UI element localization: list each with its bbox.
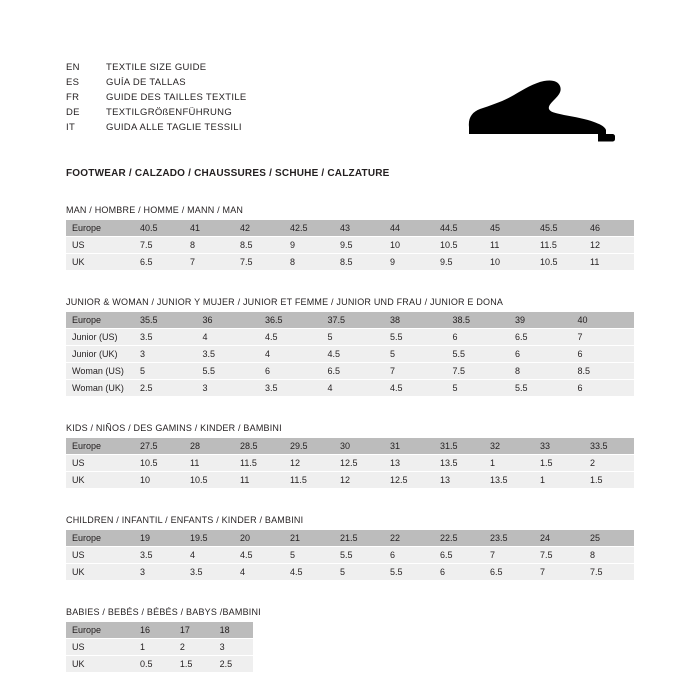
- cell: 13: [384, 455, 434, 472]
- cell: 7: [484, 547, 534, 564]
- cell: 3.5: [134, 329, 197, 346]
- cell: 6.5: [134, 254, 184, 271]
- cell: 7.5: [584, 564, 634, 581]
- cell: 6.5: [322, 363, 385, 380]
- cell: 5.5: [334, 547, 384, 564]
- table-row: [66, 472, 634, 489]
- cell: 42: [234, 220, 284, 237]
- cell: 10.5: [434, 237, 484, 254]
- language-title-table: [66, 62, 247, 137]
- row-label: UK: [66, 564, 134, 581]
- row-label: UK: [66, 254, 134, 271]
- cell: 40: [572, 312, 635, 329]
- size-table-children: [66, 530, 634, 581]
- footwear-section-title: FOOTWEAR / CALZADO / CHAUSSURES / SCHUHE / CALZATURE: [66, 168, 390, 179]
- cell: 31: [384, 438, 434, 455]
- cell: 5: [134, 363, 197, 380]
- cell: 11: [234, 472, 284, 489]
- cell: 3.5: [184, 564, 234, 581]
- cell: 4: [184, 547, 234, 564]
- language-title: TEXTILE SIZE GUIDE: [106, 62, 207, 73]
- cell: 12.5: [334, 455, 384, 472]
- cell: 5.5: [384, 564, 434, 581]
- cell: 11.5: [284, 472, 334, 489]
- language-title-body: [66, 62, 247, 137]
- table-row: [66, 530, 634, 547]
- table-row: [66, 656, 253, 673]
- cell: 1: [484, 455, 534, 472]
- cell: 44: [384, 220, 434, 237]
- cell: 5: [447, 380, 510, 397]
- cell: 31.5: [434, 438, 484, 455]
- cell: 11.5: [234, 455, 284, 472]
- cell: 12: [334, 472, 384, 489]
- cell: 20: [234, 530, 284, 547]
- cell: 39: [509, 312, 572, 329]
- cell: 37.5: [322, 312, 385, 329]
- cell: 11: [484, 237, 534, 254]
- cell: 28.5: [234, 438, 284, 455]
- cell: 2: [584, 455, 634, 472]
- cell: 4.5: [384, 380, 447, 397]
- cell: 6: [384, 547, 434, 564]
- cell: 13.5: [434, 455, 484, 472]
- cell: 6: [434, 564, 484, 581]
- language-code: FR: [66, 92, 80, 103]
- cell: 5: [284, 547, 334, 564]
- cell: 42.5: [284, 220, 334, 237]
- cell: 10: [384, 237, 434, 254]
- cell: 33.5: [584, 438, 634, 455]
- table-row: [66, 564, 634, 581]
- cell: 8: [584, 547, 634, 564]
- cell: 2: [174, 639, 214, 656]
- row-label: UK: [66, 472, 134, 489]
- cell: 5: [322, 329, 385, 346]
- row-label: US: [66, 455, 134, 472]
- cell: 7.5: [234, 254, 284, 271]
- row-label: Woman (US): [66, 363, 134, 380]
- language-row: [66, 92, 247, 107]
- language-code: ES: [66, 77, 80, 88]
- cell: 7.5: [134, 237, 184, 254]
- row-label: US: [66, 639, 134, 656]
- cell: 3: [134, 346, 197, 363]
- cell: 38.5: [447, 312, 510, 329]
- cell: 29.5: [284, 438, 334, 455]
- cell: 7.5: [447, 363, 510, 380]
- cell: 4.5: [234, 547, 284, 564]
- cell: 7: [572, 329, 635, 346]
- group-label: JUNIOR & WOMAN / JUNIOR Y MUJER / JUNIOR ET FEMME / JUNIOR UND FRAU / JUNIOR E DONA: [66, 297, 504, 307]
- cell: 3: [134, 564, 184, 581]
- cell: 38: [384, 312, 447, 329]
- cell: 5.5: [197, 363, 260, 380]
- document-header: [66, 62, 634, 154]
- cell: 17: [174, 622, 214, 639]
- row-label: US: [66, 237, 134, 254]
- row-label: US: [66, 547, 134, 564]
- size-table-babies: [66, 622, 253, 673]
- cell: 36.5: [259, 312, 322, 329]
- cell: 45.5: [534, 220, 584, 237]
- cell: 3: [197, 380, 260, 397]
- cell: 6: [572, 346, 635, 363]
- table-row: [66, 622, 253, 639]
- cell: 4: [197, 329, 260, 346]
- language-title: GUÍA DE TALLAS: [106, 77, 186, 88]
- cell: 19: [134, 530, 184, 547]
- cell: 22.5: [434, 530, 484, 547]
- language-code: DE: [66, 107, 80, 118]
- cell: 8: [284, 254, 334, 271]
- cell: 7: [534, 564, 584, 581]
- cell: 3: [214, 639, 254, 656]
- group-babies: [66, 607, 634, 673]
- cell: 1.5: [584, 472, 634, 489]
- row-label: Europe: [66, 530, 134, 547]
- cell: 5.5: [384, 329, 447, 346]
- cell: 4: [234, 564, 284, 581]
- language-title: GUIDE DES TAILLES TEXTILE: [106, 92, 247, 103]
- language-code: EN: [66, 62, 80, 73]
- group-junior-woman: [66, 297, 634, 397]
- cell: 10.5: [184, 472, 234, 489]
- cell: 4.5: [259, 329, 322, 346]
- cell: 1.5: [534, 455, 584, 472]
- language-row: [66, 77, 247, 92]
- cell: 28: [184, 438, 234, 455]
- group-kids: [66, 423, 634, 489]
- cell: 5.5: [509, 380, 572, 397]
- group-man: [66, 205, 634, 271]
- cell: 9.5: [434, 254, 484, 271]
- cell: 6.5: [484, 564, 534, 581]
- dress-shoe-icon: [428, 78, 618, 148]
- cell: 3.5: [259, 380, 322, 397]
- cell: 10.5: [134, 455, 184, 472]
- cell: 35.5: [134, 312, 197, 329]
- row-label: Junior (UK): [66, 346, 134, 363]
- row-label: Europe: [66, 622, 134, 639]
- cell: 7: [184, 254, 234, 271]
- language-title: GUIDA ALLE TAGLIE TESSILI: [106, 122, 242, 133]
- cell: 10: [134, 472, 184, 489]
- language-title: TEXTILGRÖßENFÜHRUNG: [106, 107, 233, 118]
- group-label: CHILDREN / INFANTIL / ENFANTS / KINDER / BAMBINI: [66, 515, 304, 525]
- table-row: [66, 639, 253, 656]
- cell: 23.5: [484, 530, 534, 547]
- cell: 9: [284, 237, 334, 254]
- cell: 33: [534, 438, 584, 455]
- language-row: [66, 107, 247, 122]
- cell: 36: [197, 312, 260, 329]
- group-label: KIDS / NIÑOS / DES GAMINS / KINDER / BAMBINI: [66, 423, 282, 433]
- cell: 22: [384, 530, 434, 547]
- language-row: [66, 62, 247, 77]
- cell: 24: [534, 530, 584, 547]
- table-row: [66, 363, 634, 380]
- cell: 8.5: [334, 254, 384, 271]
- table-row: [66, 547, 634, 564]
- table-row: [66, 220, 634, 237]
- cell: 13: [434, 472, 484, 489]
- cell: 5.5: [447, 346, 510, 363]
- group-label: BABIES / BEBÉS / BÉBÉS / BABYS /BAMBINI: [66, 607, 261, 617]
- table-row: [66, 237, 634, 254]
- table-row: [66, 438, 634, 455]
- row-label: Woman (UK): [66, 380, 134, 397]
- cell: 11: [584, 254, 634, 271]
- group-children: [66, 515, 634, 581]
- cell: 5: [384, 346, 447, 363]
- table-row: [66, 455, 634, 472]
- cell: 9.5: [334, 237, 384, 254]
- size-table-junior-woman: [66, 312, 634, 397]
- cell: 18: [214, 622, 254, 639]
- cell: 3.5: [134, 547, 184, 564]
- cell: 41: [184, 220, 234, 237]
- cell: 8: [184, 237, 234, 254]
- cell: 8.5: [234, 237, 284, 254]
- cell: 5: [334, 564, 384, 581]
- cell: 4: [322, 380, 385, 397]
- cell: 40.5: [134, 220, 184, 237]
- size-table-man: [66, 220, 634, 271]
- cell: 6: [572, 380, 635, 397]
- cell: 4: [259, 346, 322, 363]
- cell: 1: [534, 472, 584, 489]
- row-label: Europe: [66, 312, 134, 329]
- cell: 6.5: [434, 547, 484, 564]
- cell: 7.5: [534, 547, 584, 564]
- cell: 12: [584, 237, 634, 254]
- table-row: [66, 254, 634, 271]
- cell: 7: [384, 363, 447, 380]
- cell: 11.5: [534, 237, 584, 254]
- cell: 3.5: [197, 346, 260, 363]
- cell: 13.5: [484, 472, 534, 489]
- cell: 25: [584, 530, 634, 547]
- cell: 46: [584, 220, 634, 237]
- cell: 19.5: [184, 530, 234, 547]
- cell: 16: [134, 622, 174, 639]
- cell: 8: [509, 363, 572, 380]
- cell: 0.5: [134, 656, 174, 673]
- cell: 12.5: [384, 472, 434, 489]
- cell: 8.5: [572, 363, 635, 380]
- cell: 27.5: [134, 438, 184, 455]
- language-code: IT: [66, 122, 76, 133]
- cell: 9: [384, 254, 434, 271]
- row-label: Europe: [66, 220, 134, 237]
- table-row: [66, 380, 634, 397]
- cell: 30: [334, 438, 384, 455]
- cell: 10: [484, 254, 534, 271]
- cell: 6: [259, 363, 322, 380]
- cell: 11: [184, 455, 234, 472]
- cell: 21.5: [334, 530, 384, 547]
- cell: 10.5: [534, 254, 584, 271]
- cell: 12: [284, 455, 334, 472]
- cell: 6.5: [509, 329, 572, 346]
- cell: 43: [334, 220, 384, 237]
- cell: 1: [134, 639, 174, 656]
- row-label: Europe: [66, 438, 134, 455]
- cell: 6: [509, 346, 572, 363]
- language-row: [66, 122, 247, 137]
- cell: 1.5: [174, 656, 214, 673]
- table-row: [66, 346, 634, 363]
- table-row: [66, 329, 634, 346]
- cell: 2.5: [134, 380, 197, 397]
- cell: 4.5: [322, 346, 385, 363]
- row-label: UK: [66, 656, 134, 673]
- cell: 44.5: [434, 220, 484, 237]
- row-label: Junior (US): [66, 329, 134, 346]
- cell: 32: [484, 438, 534, 455]
- cell: 4.5: [284, 564, 334, 581]
- group-label: MAN / HOMBRE / HOMME / MANN / MAN: [66, 205, 244, 215]
- cell: 21: [284, 530, 334, 547]
- cell: 2.5: [214, 656, 254, 673]
- cell: 45: [484, 220, 534, 237]
- table-row: [66, 312, 634, 329]
- cell: 6: [447, 329, 510, 346]
- size-table-kids: [66, 438, 634, 489]
